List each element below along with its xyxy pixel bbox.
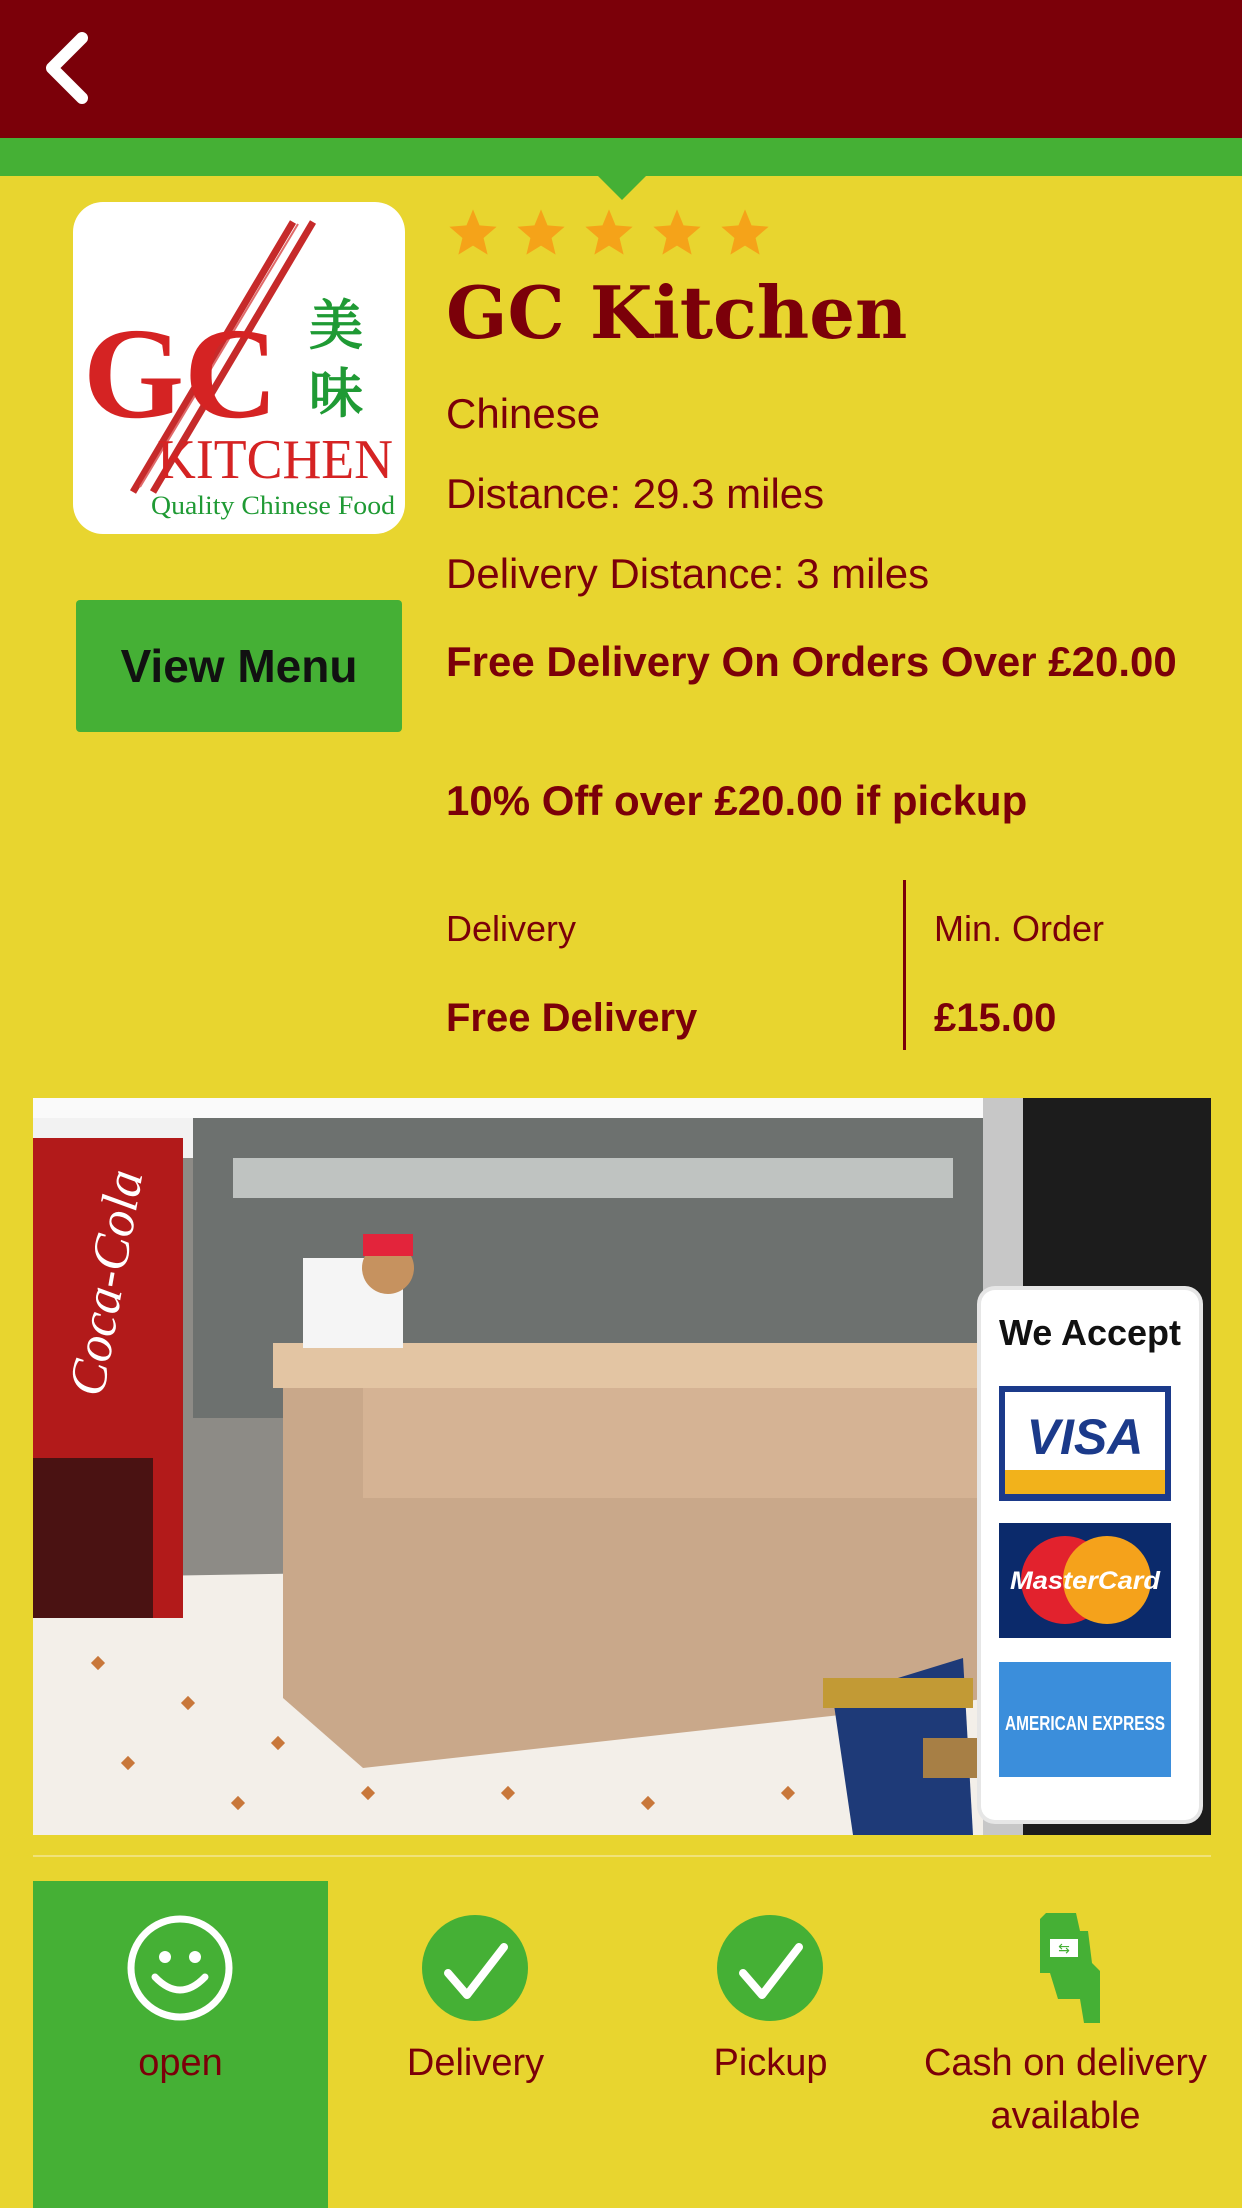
feature-open	[33, 1881, 328, 2208]
feature-label: Pickup	[713, 2042, 828, 2084]
star-icon	[650, 206, 704, 260]
min-order-label: Min. Order	[934, 908, 1105, 949]
svg-text:AMERICAN EXPRESS: AMERICAN EXPRESS	[1005, 1713, 1165, 1735]
amex-card-icon	[999, 1662, 1171, 1777]
feature-delivery	[328, 1881, 623, 2208]
visa-card-icon	[999, 1386, 1171, 1501]
svg-text:⇆: ⇆	[1058, 1941, 1070, 1957]
delivery-value: Free Delivery	[446, 996, 698, 1040]
check-circle-icon	[420, 1913, 530, 2023]
logo-gc-g: GC	[83, 302, 278, 446]
section-separator	[33, 1855, 1211, 1857]
star-icon	[446, 206, 500, 260]
restaurant-logo	[73, 202, 405, 534]
promo-pickup-discount: 10% Off over £20.00 if pickup	[446, 777, 1028, 824]
check-circle-icon	[715, 1913, 825, 2023]
promo-free-delivery: Free Delivery On Orders Over £20.00	[446, 638, 1177, 685]
svg-text:Coca-Cola: Coca-Cola	[58, 1165, 155, 1401]
view-menu-button[interactable]: View Menu	[76, 600, 402, 732]
top-bar	[0, 0, 1242, 138]
distance-label: Distance: 29.3 miles	[446, 470, 825, 517]
feature-label: open	[138, 2042, 223, 2084]
restaurant-photo	[33, 1098, 1211, 1835]
accent-bar	[0, 138, 1242, 176]
cuisine-label: Chinese	[446, 390, 601, 437]
smiley-icon	[125, 1913, 235, 2023]
svg-text:美: 美	[309, 294, 363, 357]
cash-hand-icon	[1010, 1913, 1120, 2023]
svg-text:味: 味	[309, 362, 363, 425]
min-order-value: £15.00	[934, 996, 1057, 1040]
feature-pickup	[623, 1881, 918, 2208]
accent-notch	[596, 174, 648, 200]
chevron-left-icon[interactable]	[32, 28, 112, 108]
payment-methods-badge	[981, 1290, 1199, 1820]
summary-divider	[903, 880, 906, 1050]
delivery-label: Delivery	[446, 908, 577, 949]
we-accept-title: We Accept	[998, 1312, 1182, 1353]
delivery-distance-label: Delivery Distance: 3 miles	[446, 550, 930, 597]
svg-text:Quality Chinese Food: Quality Chinese Food	[151, 491, 395, 520]
feature-label: Delivery	[406, 2042, 545, 2084]
star-icon	[514, 206, 568, 260]
mastercard-card-icon	[999, 1523, 1171, 1638]
restaurant-name: GC Kitchen	[446, 270, 908, 355]
svg-text:MasterCard: MasterCard	[1010, 1567, 1161, 1595]
svg-text:KITCHEN: KITCHEN	[157, 429, 393, 491]
star-icon	[718, 206, 772, 260]
svg-text:VISA: VISA	[1026, 1409, 1144, 1465]
feature-cash-on-delivery	[918, 1881, 1213, 2208]
feature-label: Cash on delivery available	[923, 2042, 1208, 2137]
star-icon	[582, 206, 636, 260]
logo-graphic	[73, 202, 405, 534]
rating-stars	[446, 206, 772, 260]
